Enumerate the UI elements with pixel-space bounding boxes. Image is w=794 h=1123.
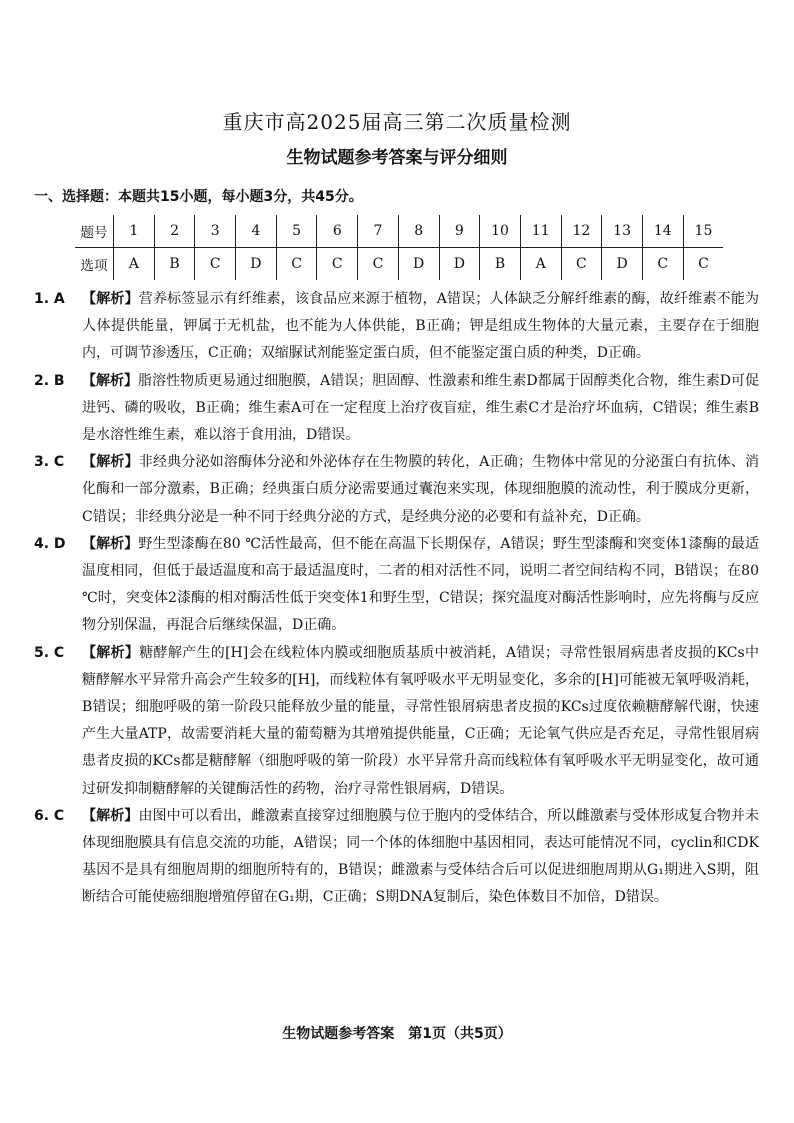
- explanation-number: 1. A: [34, 291, 65, 307]
- explanation-item: [34, 449, 759, 531]
- page-footer: 生物试题参考答案 第1页（共5页）: [282, 1026, 512, 1042]
- explanation-item: [34, 368, 759, 450]
- question-number: 1: [114, 215, 155, 248]
- explanation-number: 5. C: [34, 644, 65, 661]
- explanation-number: 2. B: [34, 372, 65, 389]
- answer-option: D: [602, 248, 643, 281]
- question-number: 5: [276, 215, 317, 248]
- question-number: 7: [358, 215, 399, 248]
- explanation-text: 由图中可以看出，雌激素直接穿过细胞膜与位于胞内的受体结合，所以雌激素与受体形成复合物并未体现细胞膜具有信息交流的功能，A错误；同一个体的体细胞中基因相同，表达可能情况不同，cyclin和CDK基因不是具有细胞周期的细胞所特有的，B错误；雌激素与受体结合后可以促进细胞周期从G₁期进入S期，阻断结合可能使癌细胞增殖停留在G₁期，C正确；S期DNA复制后，染色体数目不加倍，D错误。: [82, 807, 760, 906]
- explanation-item: [34, 531, 759, 640]
- analysis-tag: 【解析】: [82, 291, 139, 307]
- explanation-text: 营养标签显示有纤维素，该食品应来源于植物，A错误；人体缺乏分解纤维素的酶，故纤维素不能为人体提供能量，钾属于无机盐，也不能为人体供能，B正确；钾是组成生物体的大量元素，主要存在于细胞内，可调节渗透压，C正确；双缩脲试剂能鉴定蛋白质，但不能鉴定蛋白质的种类，D正确。: [82, 291, 760, 362]
- explanation-text: 非经典分泌如溶酶体分泌和外泌体存在生物膜的转化，A正确；生物体中常见的分泌蛋白有抗体、消化酶和一部分激素，B正确；经典蛋白质分泌需要通过囊泡来实现，体现细胞膜的流动性，利于膜成分更新，C错误；非经典分泌是一种不同于经典分泌的方式，是经典分泌的必要和有益补充，D正确。: [82, 454, 760, 525]
- answer-option: C: [358, 248, 399, 281]
- question-number: 2: [154, 215, 195, 248]
- question-number: 4: [236, 215, 277, 248]
- answer-option: B: [154, 248, 195, 281]
- answer-option: A: [520, 248, 561, 281]
- analysis-tag: 【解析】: [82, 535, 139, 552]
- answer-option: C: [642, 248, 683, 281]
- answer-option: C: [276, 248, 317, 281]
- row-label-number: 题号: [75, 215, 114, 248]
- analysis-tag: 【解析】: [82, 807, 139, 824]
- explanation-item: [34, 286, 759, 368]
- analysis-tag: 【解析】: [82, 644, 140, 661]
- question-number: 8: [398, 215, 439, 248]
- question-number: 14: [642, 215, 683, 248]
- answer-table-option-row: [75, 248, 723, 281]
- page-title: 重庆市高2025届高三第二次质量检测: [222, 110, 572, 134]
- explanation-item: [34, 640, 759, 803]
- question-number: 11: [520, 215, 561, 248]
- answer-table-number-row: [75, 215, 723, 248]
- question-number: 13: [602, 215, 643, 248]
- answer-option: B: [480, 248, 521, 281]
- page-subtitle: 生物试题参考答案与评分细则: [286, 148, 508, 168]
- question-number: 3: [195, 215, 236, 248]
- explanation-number: 6. C: [34, 807, 65, 824]
- explanation-number: 3. C: [34, 454, 65, 471]
- explanation-item: [34, 803, 759, 912]
- question-number: 15: [683, 215, 723, 248]
- question-number: 10: [480, 215, 521, 248]
- explanation-text: 野生型漆酶在80 ℃活性最高，但不能在高温下长期保存，A错误；野生型漆酶和突变体1漆酶的最适温度相同，但低于最适温度和高于最适温度时，二者的相对活性不同，说明二者空间结构不同，B错误；在80 ℃时，突变体2漆酶的相对酶活性低于突变体1和野生型，C错误；探究温度对酶活性影响时，应先将酶与反应物分别保温，再混合后继续保温，D正确。: [82, 535, 760, 634]
- answer-option: D: [398, 248, 439, 281]
- answer-option: A: [114, 248, 155, 281]
- answer-option: C: [317, 248, 358, 281]
- answer-option: C: [683, 248, 723, 281]
- answer-option: C: [195, 248, 236, 281]
- explanation-number: 4. D: [34, 535, 66, 552]
- analysis-tag: 【解析】: [82, 454, 139, 471]
- row-label-option: 选项: [80, 258, 108, 274]
- answer-option: D: [439, 248, 480, 281]
- answer-table: [75, 215, 723, 280]
- answer-option: D: [236, 248, 277, 281]
- explanation-text: 脂溶性物质更易通过细胞膜，A错误；胆固醇、性激素和维生素D都属于固醇类化合物，维生素D可促进钙、磷的吸收，B正确；维生素A可在一定程度上治疗夜盲症，维生素C才是治疗坏血病，C错误；维生素B是水溶性维生素，难以溶于食用油，D错误。: [82, 372, 760, 444]
- question-number: 12: [561, 215, 602, 248]
- explanation-text: 糖酵解产生的[H]会在线粒体内膜或细胞质基质中被消耗，A错误；寻常性银屑病患者皮损的KCs中糖酵解水平异常升高会产生较多的[H]，而线粒体有氧呼吸水平无明显变化，多余的[H]可能被无氧呼吸消耗，B错误；细胞呼吸的第一阶段只能释放少量的能量，寻常性银屑病患者皮损的KCs过度依赖糖酵解代谢，快速产生大量ATP，故需要消耗大量的葡萄糖为其增殖提供能量，C正确；无论氧气供应是否充足，寻常性银屑病患者皮损的KCs都是糖酵解（细胞呼吸的第一阶段）水平异常升高而线粒体有氧呼吸水平无明显变化，故可通过研发抑制糖酵解的关键酶活性的药物，治疗寻常性银屑病，D错误。: [82, 644, 759, 797]
- question-number: 9: [439, 215, 480, 248]
- answer-option: C: [561, 248, 602, 281]
- explanation-list: [34, 286, 759, 912]
- section-heading-choice: 一、选择题：本题共15小题，每小题3分，共45分。: [34, 189, 363, 205]
- question-number: 6: [317, 215, 358, 248]
- analysis-tag: 【解析】: [82, 372, 139, 389]
